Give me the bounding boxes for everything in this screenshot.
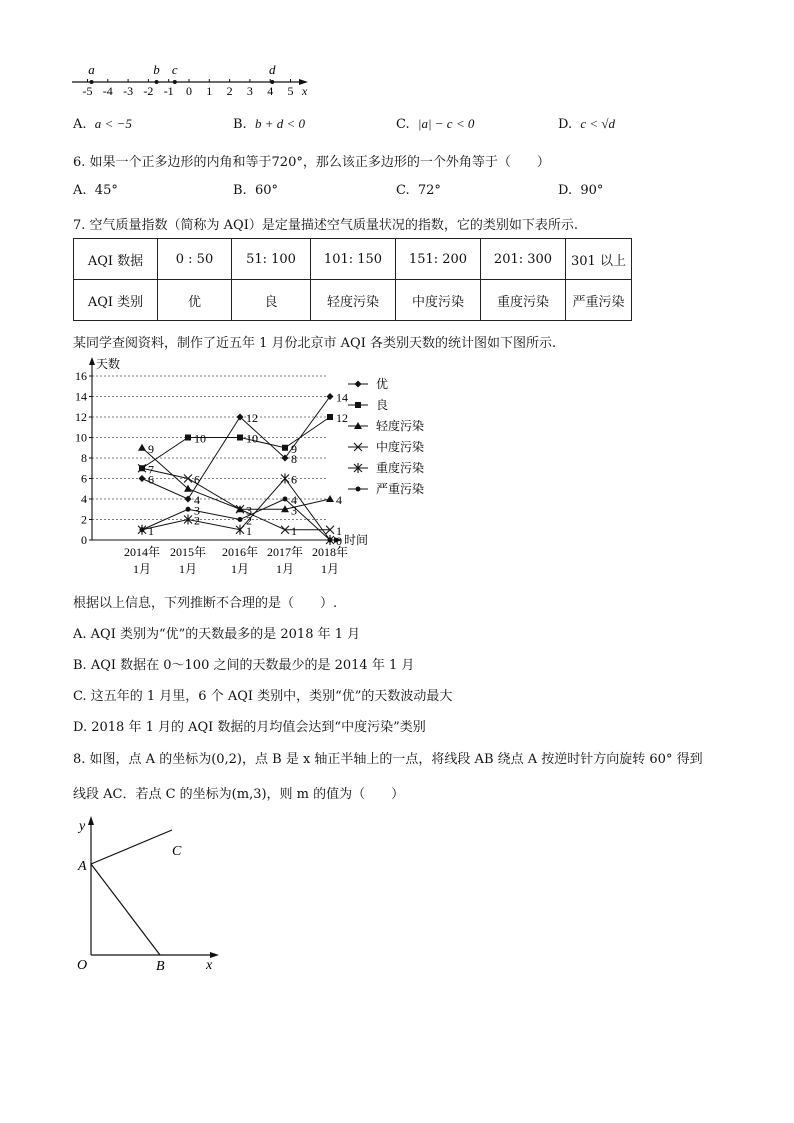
table-cell: 良 xyxy=(232,280,311,321)
data-point xyxy=(140,527,145,532)
table-cell: 201: 300 xyxy=(481,239,566,280)
data-label: 4 xyxy=(336,493,342,507)
option-label: A. xyxy=(73,117,87,132)
y-tick-label: 6 xyxy=(81,471,87,486)
y-tick-label: 10 xyxy=(75,430,87,445)
data-label: 6 xyxy=(291,472,297,487)
data-label: 3 xyxy=(246,503,252,518)
data-label: 12 xyxy=(336,411,348,425)
data-label: 3 xyxy=(194,503,200,518)
data-point xyxy=(327,393,334,400)
data-point xyxy=(185,435,191,441)
series-5 xyxy=(138,474,334,546)
data-label: 14 xyxy=(336,390,348,405)
x-tick-label: 2018年 xyxy=(311,545,349,559)
data-point xyxy=(138,444,146,451)
data-label: 3 xyxy=(291,503,297,518)
data-label: 10 xyxy=(194,431,206,446)
aqi-table xyxy=(73,238,632,321)
y-axis-label: y xyxy=(79,819,86,834)
data-point xyxy=(328,538,333,543)
point-c xyxy=(173,80,177,84)
data-point xyxy=(355,402,361,408)
y-tick-label: 12 xyxy=(75,410,87,424)
tick-label: 5 xyxy=(287,84,294,98)
table-cell: 严重污染 xyxy=(566,280,632,321)
q8-figure xyxy=(65,812,235,977)
table-cell: AQI 类别 xyxy=(74,280,158,321)
point-label-a: a xyxy=(88,62,95,77)
x-tick-label: 2015年 xyxy=(169,545,207,559)
y-tick-label: 16 xyxy=(75,369,87,383)
aqi-line-chart xyxy=(60,354,460,582)
q5-option-c xyxy=(396,116,474,132)
data-label: 7 xyxy=(148,462,154,477)
q6-option-a: A. 45° xyxy=(73,183,118,198)
data-label: 4 xyxy=(291,493,297,507)
option-label: B. xyxy=(233,117,247,132)
y-tick-label: 4 xyxy=(81,492,87,506)
legend-label: 优 xyxy=(376,377,389,391)
y-tick-label: 2 xyxy=(81,512,87,527)
y-tick-label: 14 xyxy=(75,389,87,404)
legend-label: 中度污染 xyxy=(376,440,425,454)
q6-stem: 6. 如果一个正多边形的内角和等于720°，那么该正多边形的一个外角等于（ ） xyxy=(73,155,550,170)
data-label: 1 xyxy=(291,523,297,538)
point-b-label: B xyxy=(156,959,165,974)
data-label: 2 xyxy=(194,513,200,528)
data-label: 0 xyxy=(336,534,342,548)
series-3 xyxy=(138,441,334,513)
q7-question: 根据以上信息，下列推断不合理的是（ ）. xyxy=(73,596,338,611)
data-label: 6 xyxy=(148,472,154,487)
q7-option-c: C. 这五年的 1 月里，6 个 AQI 类别中，类别“优”的天数波动最大 xyxy=(73,689,453,704)
data-label: 9 xyxy=(148,441,154,456)
point-d xyxy=(270,80,274,84)
option-text: b + d < 0 xyxy=(254,116,305,131)
number-line-figure xyxy=(70,60,320,102)
data-label: 6 xyxy=(194,472,200,487)
table-cell: 101: 150 xyxy=(311,239,396,280)
tick-label: -5 xyxy=(82,84,93,98)
data-label: 9 xyxy=(291,441,297,456)
origin-label: O xyxy=(77,958,88,973)
option-text: a < −5 xyxy=(94,116,132,131)
data-point xyxy=(139,475,146,482)
q8-stem-line2: 线段 AC．若点 C 的坐标为(m,3)，则 m 的值为（ ） xyxy=(73,787,405,802)
data-label: 8 xyxy=(291,452,297,466)
tick-label: -3 xyxy=(123,84,134,98)
table-cell: 151: 200 xyxy=(396,239,481,280)
data-label: 2 xyxy=(246,513,252,528)
data-point xyxy=(356,487,361,492)
data-point xyxy=(186,507,191,512)
legend-label: 良 xyxy=(376,398,389,412)
point-c-label: C xyxy=(172,844,182,859)
segment-ab xyxy=(91,864,160,955)
q7-option-d: D. 2018 年 1 月的 AQI 数据的月均值会达到“中度污染”类别 xyxy=(73,720,426,735)
series-line xyxy=(142,479,330,541)
q6-option-c: C. 72° xyxy=(396,183,441,198)
segment-ac xyxy=(91,830,172,864)
tick-label: 1 xyxy=(206,84,213,98)
q5-option-b xyxy=(233,116,305,132)
tick-label: 3 xyxy=(246,84,253,98)
series-line xyxy=(142,417,330,468)
x-tick-label: 1月 xyxy=(275,562,295,576)
data-point xyxy=(238,517,243,522)
table-cell: 51: 100 xyxy=(232,239,311,280)
q6-option-b: B. 60° xyxy=(233,183,278,198)
point-b xyxy=(155,80,159,84)
data-label: 1 xyxy=(148,523,154,538)
table-cell: 重度污染 xyxy=(481,280,566,321)
x-tick-label: 2017年 xyxy=(266,545,304,559)
series-1 xyxy=(139,393,334,503)
tick-label: -2 xyxy=(143,84,154,98)
data-point xyxy=(281,474,289,484)
option-label: D. xyxy=(558,117,573,132)
option-text: c < √d xyxy=(580,116,616,131)
table-cell: 0 : 50 xyxy=(158,239,232,280)
x-tick-label: 2014年 xyxy=(123,545,161,559)
data-point xyxy=(326,495,334,502)
y-tick-label: 8 xyxy=(81,451,87,465)
q8-stem-line1: 8. 如图，点 A 的坐标为(0,2)，点 B 是 x 轴正半轴上的一点，将线段 AB 绕点 A 按逆时针方向旋转 60° 得到 xyxy=(73,752,703,767)
q5-option-a xyxy=(73,116,132,132)
x-tick-label: 2016年 xyxy=(221,545,259,559)
table-row xyxy=(74,239,632,280)
data-point xyxy=(185,496,192,503)
table-cell: 301 以上 xyxy=(566,239,632,280)
data-point xyxy=(283,497,288,502)
x-tick-label: 1月 xyxy=(230,562,250,576)
legend-label: 轻度污染 xyxy=(376,419,425,433)
point-label-d: d xyxy=(268,62,276,77)
series-line xyxy=(142,397,330,500)
data-point xyxy=(237,435,243,441)
data-label: 1 xyxy=(336,523,342,538)
x-axis-title: 时间 xyxy=(344,533,369,547)
q7-stem: 7. 空气质量指数（简称为 AQI）是定量描述空气质量状况的指数，它的类别如下表所示. xyxy=(73,218,578,233)
point-a-label: A xyxy=(78,859,87,874)
tick-label: -1 xyxy=(163,84,174,98)
q7-option-a: A. AQI 类别为“优”的天数最多的是 2018 年 1 月 xyxy=(73,627,361,642)
y-axis-arrow xyxy=(89,357,95,365)
q5-option-d xyxy=(558,116,615,132)
table-cell: AQI 数据 xyxy=(74,239,158,280)
data-point xyxy=(236,525,244,535)
point-a xyxy=(90,80,94,84)
q6-option-d: D. 90° xyxy=(558,183,604,198)
legend-label: 重度污染 xyxy=(376,461,425,475)
y-tick-label: 0 xyxy=(81,533,87,547)
data-label: 12 xyxy=(246,411,258,425)
option-text: |a| − c < 0 xyxy=(417,116,475,131)
point-label-c: c xyxy=(171,62,178,77)
x-tick-label: 1月 xyxy=(320,562,340,576)
table-row xyxy=(74,280,632,321)
legend-label: 严重污染 xyxy=(376,482,425,496)
tick-label: -4 xyxy=(102,84,113,98)
axis-label: x xyxy=(302,84,308,98)
point-label-b: b xyxy=(153,62,160,77)
y-axis-arrow xyxy=(88,816,94,825)
tick-label: 2 xyxy=(226,84,233,98)
option-label: C. xyxy=(396,117,410,132)
y-axis-title: 天数 xyxy=(96,357,121,371)
data-point xyxy=(327,414,333,420)
table-cell: 轻度污染 xyxy=(311,280,396,321)
x-tick-label: 1月 xyxy=(178,562,198,576)
data-point xyxy=(355,381,362,388)
data-label: 4 xyxy=(194,493,200,507)
table-cell: 优 xyxy=(158,280,232,321)
table-cell: 中度污染 xyxy=(396,280,481,321)
q7-option-b: B. AQI 数据在 0～100 之间的天数最少的是 2014 年 1 月 xyxy=(73,658,415,673)
data-point xyxy=(282,445,288,451)
x-axis-label: x xyxy=(206,958,213,973)
tick-label: 0 xyxy=(186,84,192,98)
x-tick-label: 1月 xyxy=(132,562,152,576)
tick-label: 4 xyxy=(267,84,274,98)
data-label: 10 xyxy=(246,431,258,446)
data-label: 1 xyxy=(246,523,252,538)
q7-intro: 某同学查阅资料，制作了近五年 1 月份北京市 AQI 各类别天数的统计图如下图所示. xyxy=(73,336,557,351)
